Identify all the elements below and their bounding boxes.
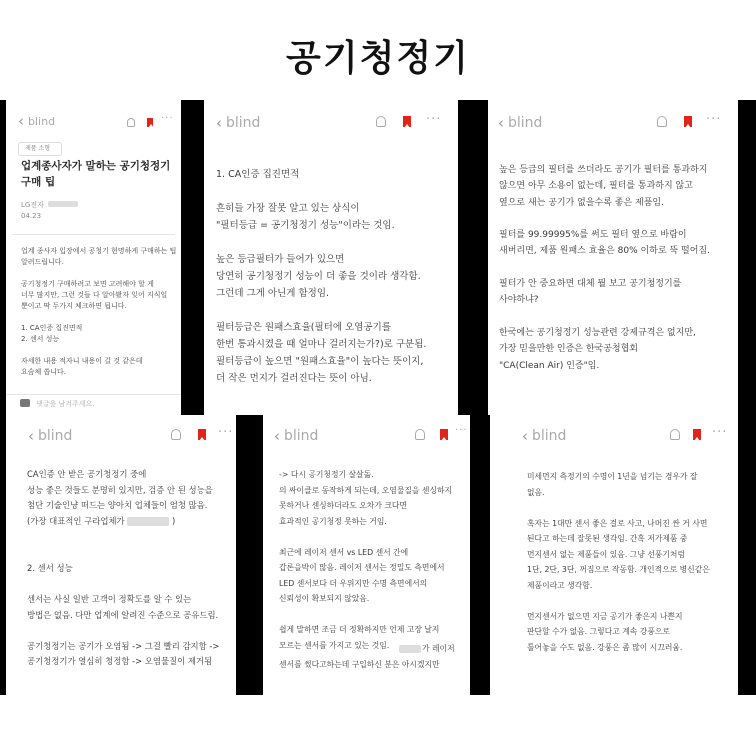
app-header <box>6 100 181 142</box>
page-title: 공기청정기 <box>286 38 470 79</box>
more-icon[interactable]: ··· <box>218 425 234 440</box>
post-body: CA인증 안 받은 공기청정기 중에 성능 좋은 것들도 분명히 있지만, 검증 안 된 성능을 첨단 기술인냥 떠드는 양아치 업체들이 엄청 많음. <box>27 469 213 510</box>
more-icon[interactable]: ··· <box>706 112 722 127</box>
separator <box>12 234 175 235</box>
post-body: 업계 종사자 입장에서 공청기 현명하게 구매하는 팁 알려드립니다. 공기청정기 구매하려고 보면 고려해야 할 게 너무 많지만, 그런 것들 다 알아봤자 잊어 지식일 뿐이고 딱 두가지 체크하면 됩니다. 1. CA인증 집진면적 2. 센서 성능 자세한 내용 적자니 내용이 길 것 같은데 요슴체 씁니다. <box>21 247 177 376</box>
category-tag[interactable]: 제품 소형 <box>18 142 62 156</box>
blind-logo: blind <box>226 115 261 131</box>
bookmark-icon[interactable] <box>198 429 206 440</box>
back-icon[interactable]: ‹ <box>498 114 504 132</box>
bell-icon[interactable] <box>171 429 181 440</box>
post-date: 04.23 <box>21 212 42 220</box>
post-body: 센서를 썼다고하는데 구입하신 분은 아시겠지만 <box>279 660 440 669</box>
comment-input[interactable]: 댓글을 남겨주세요. <box>36 400 95 408</box>
divider <box>470 415 490 695</box>
screenshot-panel-2 <box>204 100 458 415</box>
app-header <box>488 100 738 142</box>
more-icon[interactable]: ··· <box>455 425 468 436</box>
bookmark-icon[interactable] <box>684 116 692 127</box>
redacted-text <box>48 201 78 207</box>
post-body: -> 다시 공기청정기 살살돎. 의 싸이클로 동작하게 되는데, 오염물질을 센싱하지 못하거나 센싱하더라도 오차가 크다면 효과적인 공기청정 못하는 거임. 최근에 레이저 센서 vs LED 센서 간에 갑론을박이 많음. 레이저 센서는 정밀도 측면에서 LED 센서보다 더 우위지만 수명 측면에서의 신뢰성이 확보되지 않았음. 쉽게 말하면 조금 더 정확하지만 언제 고장 날지 모르는 센서를 가지고 있는 것임. <box>279 470 453 650</box>
back-icon[interactable]: ‹ <box>18 112 24 130</box>
redacted-text <box>127 517 169 526</box>
post-body: 미세먼지 측정기의 수명이 1년을 넘기는 경우가 잘 없음. 혹자는 1대만 센서 좋은 걸로 사고, 나머진 싼 거 사면 된다고 하는데 잘못된 생각임. 간혹 저가제품 중 먼지센서 없는 제품들이 있음. 그냥 선풍기처럼 1단, 2단, 3단, 꺼짐으로 작동함. 개인적으로 병신같은 제품이라고 생각함. 먼지센서가 없으면 지금 공기가 좋은지 나쁜지 판단할 수가 없음. 그렇다고 계속 강풍으로 틀어놓을 수도 없음. 강풍은 좀 많이 시끄러움. <box>527 472 710 652</box>
divider <box>236 415 263 695</box>
bell-icon[interactable] <box>415 429 425 440</box>
post-body: 높은 등급의 필터를 쓰더라도 공기가 필터를 통과하지 않으면 아무 소용이 없는데, 필터를 통과하지 않고 옆으로 새는 공기가 없을수록 좋은 제품임. 필터를 99.99995%를 써도 필터 옆으로 바람이 새버리면, 제품 원패스 효율은 80% 이하로 뚝 떨어짐. 필터가 안 중요하면 대체 뭘 보고 공기청정기를 사야하냐? 한국에는 공기청정기 성능관련 강제규격은 없지만, 가장 믿을만한 인증은 한국공청협회 "CA(Clean Air) 인증"임. <box>499 165 710 371</box>
blind-logo: blind <box>28 115 56 128</box>
app-header <box>263 415 470 457</box>
more-icon[interactable]: ··· <box>712 425 728 440</box>
divider <box>458 100 488 415</box>
bell-icon[interactable] <box>670 429 680 440</box>
back-icon[interactable]: ‹ <box>522 427 528 445</box>
app-header <box>490 415 738 457</box>
more-icon[interactable]: ··· <box>426 112 442 127</box>
blind-logo: blind <box>508 115 543 131</box>
divider <box>181 100 204 415</box>
camera-icon[interactable] <box>20 399 30 407</box>
redacted-text <box>399 645 421 653</box>
back-icon[interactable]: ‹ <box>216 114 222 132</box>
bookmark-icon[interactable] <box>147 118 153 127</box>
post-body: 2. 센서 성능 센서는 사실 일반 고객이 정확도를 알 수 있는 방법은 없음. 다만 업계에 알려진 수준으로 공유드림. 공기청정기는 공기가 오염됨 -> 그걸 빨리 감지함 -> 공기청정기가 열심히 청정함 -> 오염물질이 제거됨 <box>27 563 220 666</box>
separator <box>6 394 181 395</box>
blind-logo: blind <box>284 428 319 444</box>
more-icon[interactable]: ··· <box>161 113 174 124</box>
bookmark-icon[interactable] <box>440 429 448 440</box>
back-icon[interactable]: ‹ <box>28 427 34 445</box>
bell-icon[interactable] <box>657 116 667 127</box>
screenshot-panel-5 <box>263 415 470 695</box>
screenshot-panel-1 <box>6 100 181 415</box>
bell-icon[interactable] <box>376 116 386 127</box>
divider <box>738 100 756 695</box>
post-body: 1. CA인증 집진면적 흔히들 가장 잘못 알고 있는 상식이 "필터등급 = 공기청정기 성능"이라는 것임. 높은 등급필터가 들어가 있으면 당연히 공기청정기 성능이 더 좋을 것이라 생각함. 그런데 그게 아닌게 함정임. 필터등급은 원패스효율(필터에 오염공기를 한번 통과시켰을 때 얼마나 걸러지는가?)로 구분됨. 필터등급이 높으면 "원패스효율"이 높다는 뜻이지, 더 작은 먼지가 걸러진다는 뜻이 아님. <box>216 169 427 384</box>
screenshot-panel-3 <box>488 100 738 415</box>
app-header <box>6 415 236 457</box>
company-name: LG전자 <box>21 201 44 209</box>
post-title: 업계종사자가 말하는 공기청정기 구매 팁 <box>21 160 171 188</box>
redacted-line: (가장 대표적인 구라업체가 ) <box>27 516 176 526</box>
blind-logo: blind <box>532 428 567 444</box>
post-body-tail: 가 레이저 <box>422 644 455 653</box>
bookmark-icon[interactable] <box>693 429 701 440</box>
bookmark-icon[interactable] <box>403 116 411 127</box>
screenshot-panel-4 <box>6 415 236 695</box>
screenshot-panel-6 <box>490 415 738 695</box>
back-icon[interactable]: ‹ <box>274 427 280 445</box>
app-header <box>204 100 458 142</box>
bell-icon[interactable] <box>127 118 135 127</box>
blind-logo: blind <box>38 428 73 444</box>
